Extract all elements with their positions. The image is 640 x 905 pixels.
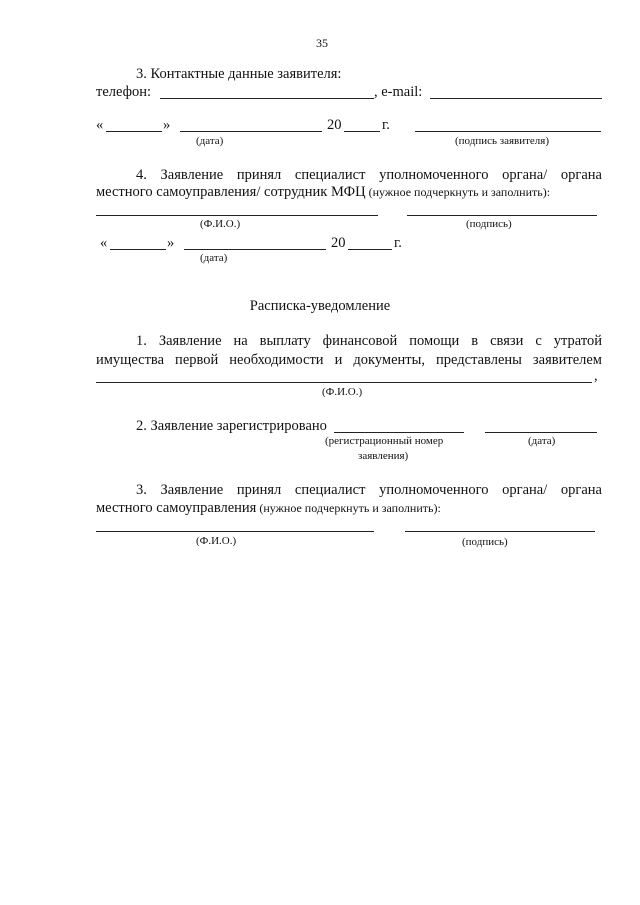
item1-line2: имущества первой необходимости и документы, представлены заявителем	[96, 352, 602, 368]
registration-date-line[interactable]	[485, 432, 597, 433]
registration-number-line[interactable]	[334, 432, 464, 433]
year-field-line-2[interactable]	[348, 249, 392, 250]
item2-date-caption: (дата)	[528, 435, 556, 447]
section4-line2-note: (нужное подчеркнуть и заполнить):	[365, 185, 551, 199]
day-field-line-2[interactable]	[110, 249, 166, 250]
year-suffix-2: г.	[394, 235, 402, 251]
phone-label: телефон:	[96, 84, 152, 100]
item1-comma: ,	[594, 368, 598, 384]
item3-line2-note: (нужное подчеркнуть и заполнить):	[256, 501, 441, 515]
date-open-quote: «	[96, 117, 104, 133]
receipt-title: Расписка-уведомление	[249, 298, 391, 314]
item2-label: 2. Заявление зарегистрировано	[136, 418, 327, 434]
day-field-line[interactable]	[106, 131, 162, 132]
item3-line2	[96, 500, 441, 517]
item3-line2-main: местного самоуправления	[96, 500, 257, 516]
email-field-line[interactable]	[430, 98, 602, 99]
item2-reg-caption-1: (регистрационный номер	[325, 435, 444, 447]
item3-signature-line[interactable]	[405, 531, 595, 532]
date-open-quote-2: «	[100, 235, 108, 251]
item2-reg-caption-2: заявления)	[358, 450, 409, 462]
section4-line1: 4. Заявление принял специалист уполномоченного органа/ органа	[136, 167, 602, 183]
date-caption-2: (дата)	[200, 252, 228, 264]
applicant-signature-line[interactable]	[415, 131, 601, 132]
section4-line2-main: местного самоуправления/ сотрудник МФЦ	[96, 184, 366, 200]
page-number: 35	[316, 36, 328, 50]
year-field-line[interactable]	[344, 131, 380, 132]
section3-heading: 3. Контактные данные заявителя:	[136, 66, 342, 82]
item3-line1: 3. Заявление принял специалист уполномоченного органа/ органа	[136, 482, 602, 498]
item1-line1: 1. Заявление на выплату финансовой помощи в связи с утратой	[136, 333, 602, 349]
signature-caption: (подпись)	[466, 218, 512, 230]
item3-signature-caption: (подпись)	[462, 536, 508, 548]
specialist-fio-line[interactable]	[96, 215, 378, 216]
applicant-signature-caption: (подпись заявителя)	[455, 135, 550, 147]
email-label: , e-mail:	[374, 84, 423, 100]
year-prefix: 20	[327, 117, 342, 133]
applicant-fio-line[interactable]	[96, 382, 592, 383]
fio-caption: (Ф.И.О.)	[200, 218, 241, 230]
date-close-quote-2: »	[167, 235, 175, 251]
date-caption: (дата)	[196, 135, 224, 147]
specialist-signature-line[interactable]	[407, 215, 597, 216]
item1-fio-caption: (Ф.И.О.)	[322, 386, 363, 398]
phone-field-line[interactable]	[160, 98, 374, 99]
month-field-line[interactable]	[180, 131, 322, 132]
item3-fio-line[interactable]	[96, 531, 374, 532]
year-prefix-2: 20	[331, 235, 346, 251]
section4-line2	[96, 184, 550, 201]
date-close-quote: »	[163, 117, 171, 133]
month-field-line-2[interactable]	[184, 249, 326, 250]
year-suffix: г.	[382, 117, 390, 133]
item3-fio-caption: (Ф.И.О.)	[196, 535, 237, 547]
